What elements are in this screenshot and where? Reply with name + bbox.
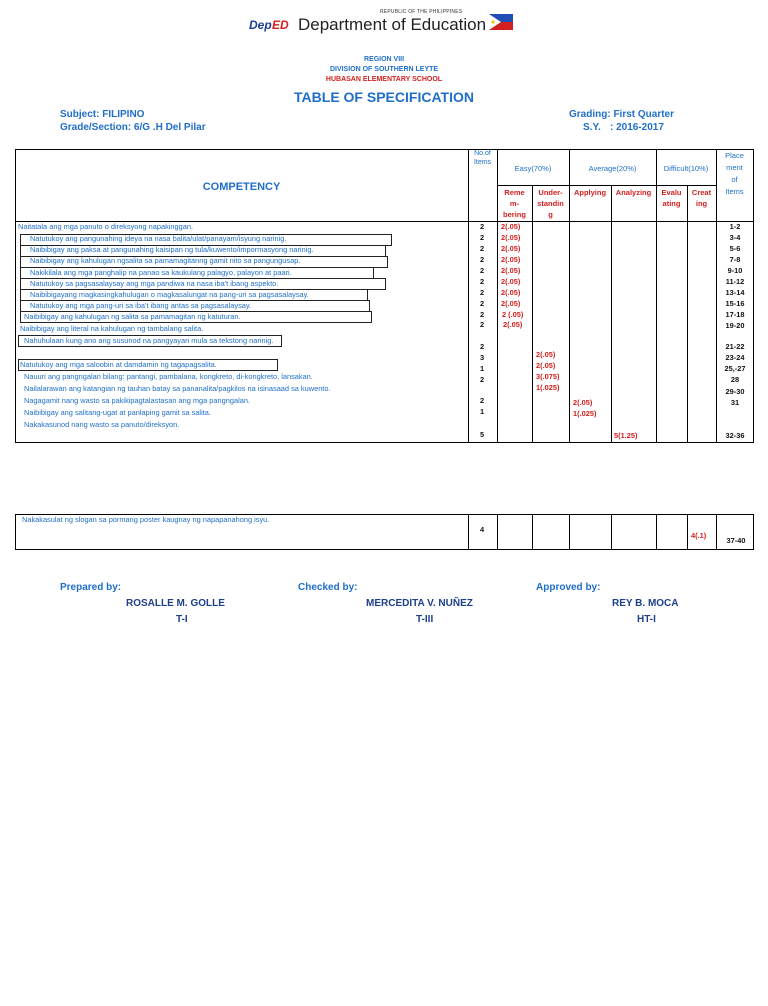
competency-item: Natutukoy sa pagsasalaysay ang mga pandiwa na nasa iba't ibang aspekto. bbox=[30, 279, 279, 288]
svg-text:Dep: Dep bbox=[249, 18, 272, 32]
items-cell: 1 bbox=[479, 407, 485, 416]
philippine-flag-icon bbox=[489, 14, 513, 30]
placement-cell: 15-16 bbox=[725, 299, 745, 308]
division-text: DIVISION OF SOUTHERN LEYTE bbox=[329, 66, 439, 73]
remembering-cell: 2(.05) bbox=[501, 222, 521, 231]
remembering-cell: 2(.05) bbox=[501, 255, 521, 264]
sy-value: : 2016-2017 bbox=[610, 122, 664, 133]
competency-item: Naibibigay ang literal na kahulugan ng tambalang salita. bbox=[20, 324, 204, 333]
subject-text: Subject: FILIPINO bbox=[60, 109, 145, 120]
items-cell: 2 bbox=[479, 244, 485, 253]
competency-item: Nakakasunod nang wasto sa panuto/direksyon. bbox=[24, 420, 180, 429]
competency-item: Naibibigayang magkasingkahulugan o magkasalungat na pang-uri sa pagsasalaysay. bbox=[30, 290, 309, 299]
checked-name: MERCEDITA V. NUÑEZ bbox=[366, 598, 473, 609]
placement-cell: 23-24 bbox=[725, 353, 745, 362]
items-cell: 2 bbox=[479, 375, 485, 384]
no-items-header: No.of Items bbox=[473, 150, 492, 166]
items-cell: 2 bbox=[479, 320, 485, 329]
approved-name: REY B. MOCA bbox=[612, 598, 679, 609]
placement-cell: 29-30 bbox=[725, 387, 745, 396]
understanding-cell: 2(.05) bbox=[536, 361, 556, 370]
svg-text:ED: ED bbox=[272, 18, 289, 32]
placement-cell: 31 bbox=[730, 398, 740, 407]
remembering-cell: 2(.05) bbox=[501, 233, 521, 242]
remembering-cell: 2(.05) bbox=[501, 288, 521, 297]
items-cell: 2 bbox=[479, 266, 485, 275]
sy-label: S.Y. bbox=[583, 122, 601, 133]
prepared-label: Prepared by: bbox=[60, 582, 122, 593]
placement-cell: 28 bbox=[730, 375, 740, 384]
items-cell: 2 bbox=[479, 277, 485, 286]
understanding-cell: 1(.025) bbox=[536, 383, 560, 392]
competency-item: Naibibigay ang paksa at pangunahing kaisipan ng tula/kuwento/impormasyong narinig. bbox=[30, 245, 314, 254]
remembering-header: Reme m- bering bbox=[503, 188, 526, 219]
analyzing-header: Analyzing bbox=[615, 188, 652, 197]
competency-item: Nagagamit nang wasto sa pakikipagtalastasan ang mga pangngalan. bbox=[24, 396, 250, 405]
competency-item: Natutukoy ang mga pang-uri sa iba't ibang antas sa pagsasalaysay. bbox=[30, 301, 252, 310]
competency-item: Natutukoy ang pangunahing ideya na nasa balita/ulat/panayam/isyung narinig. bbox=[30, 234, 287, 243]
competency-item: Nahuhulaan kung ano ang susunod na pangyayari mula sa tekstong narinig. bbox=[24, 336, 274, 345]
placement-cell: 25,-27 bbox=[724, 364, 746, 373]
evaluating-header: Evalu ating bbox=[661, 188, 682, 208]
prepared-position: T-I bbox=[176, 614, 188, 625]
items-cell: 2 bbox=[479, 233, 485, 242]
items-cell: 2 bbox=[479, 310, 485, 319]
competency-item: Nauuri ang pangngalan bilang: pantangi, pambalana, kongkreto, di-kongkreto, lansakan. bbox=[24, 372, 313, 381]
competency-item: Naibibigay ang kahulugan ng salita sa pamamagitan ng katuturan. bbox=[24, 312, 241, 321]
placement-cell: 13-14 bbox=[725, 288, 745, 297]
competency-header: COMPETENCY bbox=[202, 181, 281, 193]
placement-cell: 5-6 bbox=[729, 244, 741, 253]
placement-cell: 1-2 bbox=[729, 222, 741, 231]
applying-header: Applying bbox=[573, 188, 607, 197]
items-cell: 5 bbox=[479, 430, 485, 439]
creating-header: Creat ing bbox=[691, 188, 712, 208]
deped-logo-icon bbox=[248, 13, 294, 35]
placement-cell: 21-22 bbox=[725, 342, 745, 351]
placement-cell: 37-40 bbox=[726, 536, 746, 545]
competency-item: Naibibigay ang salitang-ugat at panlaping gamit sa salita. bbox=[24, 408, 211, 417]
understanding-cell: 3(.075) bbox=[536, 372, 560, 381]
remembering-cell: 2(.05) bbox=[503, 320, 523, 329]
items-cell: 2 bbox=[479, 299, 485, 308]
items-cell: 2 bbox=[479, 222, 485, 231]
placement-cell: 7-8 bbox=[729, 255, 741, 264]
creating-cell: 4(.1) bbox=[691, 531, 707, 540]
placement-cell: 11-12 bbox=[725, 277, 745, 286]
remembering-cell: 2 (.05) bbox=[502, 310, 524, 319]
approved-position: HT-I bbox=[637, 614, 656, 625]
competency-item: Nakikilala ang mga panghalip na panao sa kaukulang palagyo, palayon at paari. bbox=[30, 268, 292, 277]
easy-header: Easy(70%) bbox=[514, 164, 552, 173]
competency-item: Naibibigay ang kahulugan ngsalita sa pamamagitanng gamit nito sa pangungusap. bbox=[30, 256, 301, 265]
approved-label: Approved by: bbox=[536, 582, 601, 593]
remembering-cell: 2(.05) bbox=[501, 299, 521, 308]
grading-text: Grading: First Quarter bbox=[569, 109, 675, 120]
difficult-header: Difficult(10%) bbox=[663, 164, 709, 173]
placement-cell: 32-36 bbox=[725, 431, 745, 440]
applying-cell: 2(.05) bbox=[573, 398, 593, 407]
remembering-cell: 2(.05) bbox=[501, 244, 521, 253]
grade-section-text: Grade/Section: 6/G .H Del Pilar bbox=[60, 122, 206, 133]
items-cell: 2 bbox=[479, 396, 485, 405]
school-text: HUBASAN ELEMENTARY SCHOOL bbox=[325, 76, 443, 83]
placement-cell: 19-20 bbox=[725, 321, 745, 330]
placement-cell: 9-10 bbox=[727, 266, 743, 275]
competency-item: Nakakasulat ng slogan sa pormang poster kaugnay ng napapanahong isyu. bbox=[22, 515, 270, 524]
placement-cell: 3-4 bbox=[729, 233, 741, 242]
understanding-cell: 2(.05) bbox=[536, 350, 556, 359]
items-cell: 2 bbox=[479, 342, 485, 351]
items-cell: 2 bbox=[479, 288, 485, 297]
checked-position: T-III bbox=[416, 614, 434, 625]
region-text: REGION VIII bbox=[363, 56, 405, 63]
understanding-header: Under- standin g bbox=[537, 188, 564, 219]
average-header: Average(20%) bbox=[588, 164, 637, 173]
applying-cell: 1(.025) bbox=[573, 409, 597, 418]
items-cell: 4 bbox=[479, 525, 485, 534]
items-cell: 3 bbox=[479, 353, 485, 362]
competency-item: Naitatala ang mga panuto o direksyong napakinggan. bbox=[18, 222, 194, 231]
republic-text: REPUBLIC OF THE PHILIPPINES bbox=[380, 9, 463, 15]
remembering-cell: 2(.05) bbox=[501, 277, 521, 286]
analyzing-cell: 5(1.25) bbox=[614, 431, 638, 440]
items-cell: 2 bbox=[479, 255, 485, 264]
remembering-cell: 2(.05) bbox=[501, 266, 521, 275]
department-name: Department of Education bbox=[298, 15, 487, 34]
competency-item: Nailalarawan ang katangian ng tauhan batay sa pananalita/pagkilos na isinasaad sa kuwento. bbox=[24, 384, 331, 393]
items-cell: 1 bbox=[479, 364, 485, 373]
checked-label: Checked by: bbox=[298, 582, 358, 593]
page-title: TABLE OF SPECIFICATION bbox=[294, 89, 474, 105]
prepared-name: ROSALLE M. GOLLE bbox=[126, 598, 225, 609]
competency-item: Natutukoy ang mga saloobin at damdamin ng tagapagsalita. bbox=[20, 360, 217, 369]
placement-cell: 17-18 bbox=[725, 310, 745, 319]
placement-header: Place ment of Items bbox=[725, 151, 744, 196]
